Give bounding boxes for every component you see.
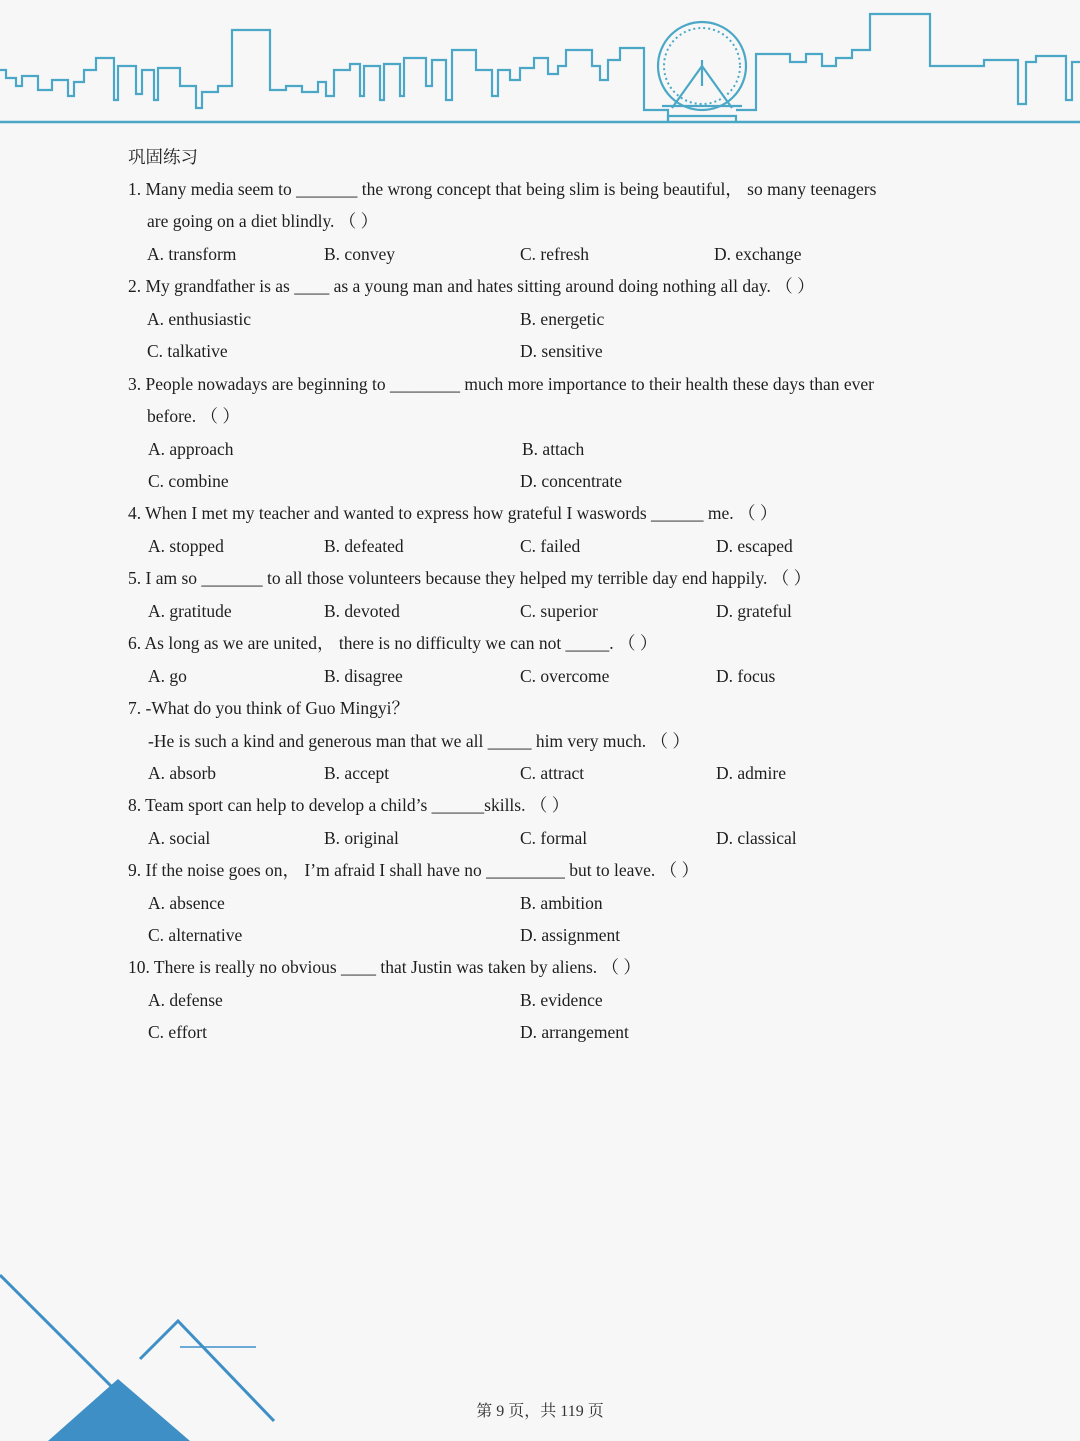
q6-option-a: A. go bbox=[148, 666, 187, 686]
q3-option-b: B. attach bbox=[522, 439, 585, 459]
skyline-header-decoration bbox=[0, 0, 1080, 130]
q9-option-d: D. assignment bbox=[520, 925, 621, 945]
section-title: 巩固练习 bbox=[128, 147, 198, 167]
question-3-stem-cont: before. （ ） bbox=[147, 406, 240, 426]
q10-option-b: B. evidence bbox=[520, 990, 603, 1010]
q8-option-c: C. formal bbox=[520, 828, 588, 848]
q1-option-c: C. refresh bbox=[520, 244, 590, 264]
question-5-stem: 5. I am so _______ to all those volunteers because they helped my terrible day end happily. （ ） bbox=[128, 568, 812, 588]
q4-option-b: B. defeated bbox=[324, 536, 404, 556]
q1-option-a: A. transform bbox=[147, 244, 237, 264]
q4-option-a: A. stopped bbox=[148, 536, 224, 556]
q2-option-b: B. energetic bbox=[520, 309, 605, 329]
q9-option-a: A. absence bbox=[148, 893, 225, 913]
ferris-wheel-icon bbox=[658, 22, 746, 110]
question-6-stem: 6. As long as we are united， there is no difficulty we can not _____. （ ） bbox=[128, 633, 658, 653]
q5-option-c: C. superior bbox=[520, 601, 598, 621]
q6-option-d: D. focus bbox=[716, 666, 776, 686]
question-3-stem: 3. People nowadays are beginning to ________ much more importance to their health these days than ever bbox=[128, 374, 874, 394]
q3-option-a: A. approach bbox=[148, 439, 234, 459]
q10-option-a: A. defense bbox=[148, 990, 223, 1010]
q7-option-d: D. admire bbox=[716, 763, 786, 783]
q5-option-d: D. grateful bbox=[716, 601, 792, 621]
question-1-stem-cont: are going on a diet blindly. （ ） bbox=[147, 211, 379, 231]
q10-option-c: C. effort bbox=[148, 1022, 207, 1042]
q5-option-a: A. gratitude bbox=[148, 601, 232, 621]
q7-option-b: B. accept bbox=[324, 763, 390, 783]
q9-option-c: C. alternative bbox=[148, 925, 243, 945]
q8-option-d: D. classical bbox=[716, 828, 797, 848]
page-number-footer: 第 9 页，共 119 页 bbox=[476, 1403, 604, 1420]
q10-option-d: D. arrangement bbox=[520, 1022, 629, 1042]
question-1-stem: 1. Many media seem to _______ the wrong concept that being slim is being beautiful， so many teenagers bbox=[128, 179, 877, 199]
question-7-stem-cont: -He is such a kind and generous man that we all _____ him very much. （ ） bbox=[148, 731, 690, 751]
question-8-stem: 8. Team sport can help to develop a child’s ______skills. （ ） bbox=[128, 795, 570, 815]
question-10-stem: 10. There is really no obvious ____ that Justin was taken by aliens. （ ） bbox=[128, 957, 641, 977]
q1-option-b: B. convey bbox=[324, 244, 395, 264]
q8-option-b: B. original bbox=[324, 828, 399, 848]
question-2-stem: 2. My grandfather is as ____ as a young man and hates sitting around doing nothing all day. （ ） bbox=[128, 276, 815, 296]
q5-option-b: B. devoted bbox=[324, 601, 400, 621]
q4-option-c: C. failed bbox=[520, 536, 581, 556]
question-9-stem: 9. If the noise goes on， I’m afraid I shall have no _________ but to leave. （ ） bbox=[128, 860, 700, 880]
q9-option-b: B. ambition bbox=[520, 893, 603, 913]
q8-option-a: A. social bbox=[148, 828, 211, 848]
q2-option-c: C. talkative bbox=[147, 341, 228, 361]
q7-option-c: C. attract bbox=[520, 763, 585, 783]
q6-option-c: C. overcome bbox=[520, 666, 610, 686]
question-7-stem: 7. -What do you think of Guo Mingyi？ bbox=[128, 698, 409, 718]
q4-option-d: D. escaped bbox=[716, 536, 793, 556]
q3-option-d: D. concentrate bbox=[520, 471, 623, 491]
q2-option-a: A. enthusiastic bbox=[147, 309, 252, 329]
question-4-stem: 4. When I met my teacher and wanted to express how grateful I waswords ______ me. （ ） bbox=[128, 503, 778, 523]
q3-option-c: C. combine bbox=[148, 471, 229, 491]
q7-option-a: A. absorb bbox=[148, 763, 217, 783]
q6-option-b: B. disagree bbox=[324, 666, 403, 686]
q2-option-d: D. sensitive bbox=[520, 341, 603, 361]
q1-option-d: D. exchange bbox=[714, 244, 802, 264]
